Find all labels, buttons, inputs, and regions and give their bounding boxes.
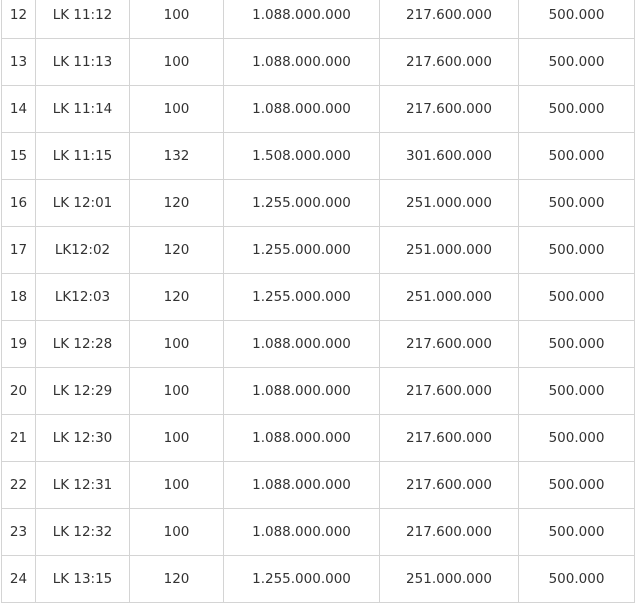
- total-price-cell: 1.088.000.000: [224, 86, 380, 133]
- row-number-cell: 23: [2, 509, 36, 556]
- table-row: [2, 227, 635, 274]
- deposit-cell: 251.000.000: [380, 180, 519, 227]
- total-price-cell: 1.255.000.000: [224, 180, 380, 227]
- deposit-cell: 217.600.000: [380, 509, 519, 556]
- table-row: [2, 509, 635, 556]
- table-row: [2, 321, 635, 368]
- row-number-cell: 24: [2, 556, 36, 603]
- area-cell: 120: [130, 274, 224, 321]
- area-cell: 100: [130, 86, 224, 133]
- area-cell: 100: [130, 321, 224, 368]
- total-price-cell: 1.255.000.000: [224, 227, 380, 274]
- deposit-cell: 301.600.000: [380, 133, 519, 180]
- table-row: [2, 368, 635, 415]
- deposit-cell: 217.600.000: [380, 462, 519, 509]
- fee-cell: 500.000: [519, 509, 635, 556]
- row-number-cell: 12: [2, 0, 36, 39]
- fee-cell: 500.000: [519, 180, 635, 227]
- fee-cell: 500.000: [519, 462, 635, 509]
- row-number-cell: 17: [2, 227, 36, 274]
- area-cell: 132: [130, 133, 224, 180]
- lot-code-cell: LK12:03: [36, 274, 130, 321]
- table-row: [2, 180, 635, 227]
- total-price-cell: 1.508.000.000: [224, 133, 380, 180]
- fee-cell: 500.000: [519, 133, 635, 180]
- row-number-cell: 19: [2, 321, 36, 368]
- area-cell: 100: [130, 415, 224, 462]
- table-row: [2, 556, 635, 603]
- lot-code-cell: LK 11:15: [36, 133, 130, 180]
- total-price-cell: 1.088.000.000: [224, 368, 380, 415]
- table-row: [2, 462, 635, 509]
- total-price-cell: 1.088.000.000: [224, 321, 380, 368]
- area-cell: 120: [130, 180, 224, 227]
- area-cell: 120: [130, 556, 224, 603]
- deposit-cell: 251.000.000: [380, 227, 519, 274]
- lot-code-cell: LK 12:29: [36, 368, 130, 415]
- deposit-cell: 217.600.000: [380, 368, 519, 415]
- area-cell: 100: [130, 0, 224, 39]
- fee-cell: 500.000: [519, 274, 635, 321]
- lot-code-cell: LK 13:15: [36, 556, 130, 603]
- row-number-cell: 13: [2, 39, 36, 86]
- lot-code-cell: LK 12:32: [36, 509, 130, 556]
- fee-cell: 500.000: [519, 227, 635, 274]
- table-row: [2, 415, 635, 462]
- table-row: [2, 274, 635, 321]
- area-cell: 100: [130, 368, 224, 415]
- deposit-cell: 217.600.000: [380, 0, 519, 39]
- row-number-cell: 14: [2, 86, 36, 133]
- total-price-cell: 1.088.000.000: [224, 39, 380, 86]
- deposit-cell: 217.600.000: [380, 415, 519, 462]
- lot-code-cell: LK 12:01: [36, 180, 130, 227]
- row-number-cell: 18: [2, 274, 36, 321]
- fee-cell: 500.000: [519, 86, 635, 133]
- total-price-cell: 1.088.000.000: [224, 462, 380, 509]
- total-price-cell: 1.088.000.000: [224, 509, 380, 556]
- deposit-cell: 251.000.000: [380, 556, 519, 603]
- area-cell: 120: [130, 227, 224, 274]
- total-price-cell: 1.255.000.000: [224, 556, 380, 603]
- row-number-cell: 15: [2, 133, 36, 180]
- fee-cell: 500.000: [519, 556, 635, 603]
- total-price-cell: 1.088.000.000: [224, 0, 380, 39]
- lot-code-cell: LK 12:31: [36, 462, 130, 509]
- area-cell: 100: [130, 509, 224, 556]
- table-row: [2, 86, 635, 133]
- total-price-cell: 1.255.000.000: [224, 274, 380, 321]
- row-number-cell: 22: [2, 462, 36, 509]
- lot-code-cell: LK 12:30: [36, 415, 130, 462]
- area-cell: 100: [130, 462, 224, 509]
- lot-code-cell: LK 11:12: [36, 0, 130, 39]
- fee-cell: 500.000: [519, 0, 635, 39]
- row-number-cell: 20: [2, 368, 36, 415]
- table-row: [2, 133, 635, 180]
- fee-cell: 500.000: [519, 368, 635, 415]
- deposit-cell: 217.600.000: [380, 86, 519, 133]
- fee-cell: 500.000: [519, 321, 635, 368]
- total-price-cell: 1.088.000.000: [224, 415, 380, 462]
- lot-code-cell: LK 11:13: [36, 39, 130, 86]
- lot-price-table: [1, 0, 635, 603]
- deposit-cell: 217.600.000: [380, 39, 519, 86]
- lot-code-cell: LK12:02: [36, 227, 130, 274]
- row-number-cell: 21: [2, 415, 36, 462]
- row-number-cell: 16: [2, 180, 36, 227]
- table-body: [2, 0, 635, 603]
- deposit-cell: 251.000.000: [380, 274, 519, 321]
- deposit-cell: 217.600.000: [380, 321, 519, 368]
- area-cell: 100: [130, 39, 224, 86]
- fee-cell: 500.000: [519, 39, 635, 86]
- table-row: [2, 0, 635, 39]
- fee-cell: 500.000: [519, 415, 635, 462]
- lot-code-cell: LK 12:28: [36, 321, 130, 368]
- table-row: [2, 39, 635, 86]
- lot-code-cell: LK 11:14: [36, 86, 130, 133]
